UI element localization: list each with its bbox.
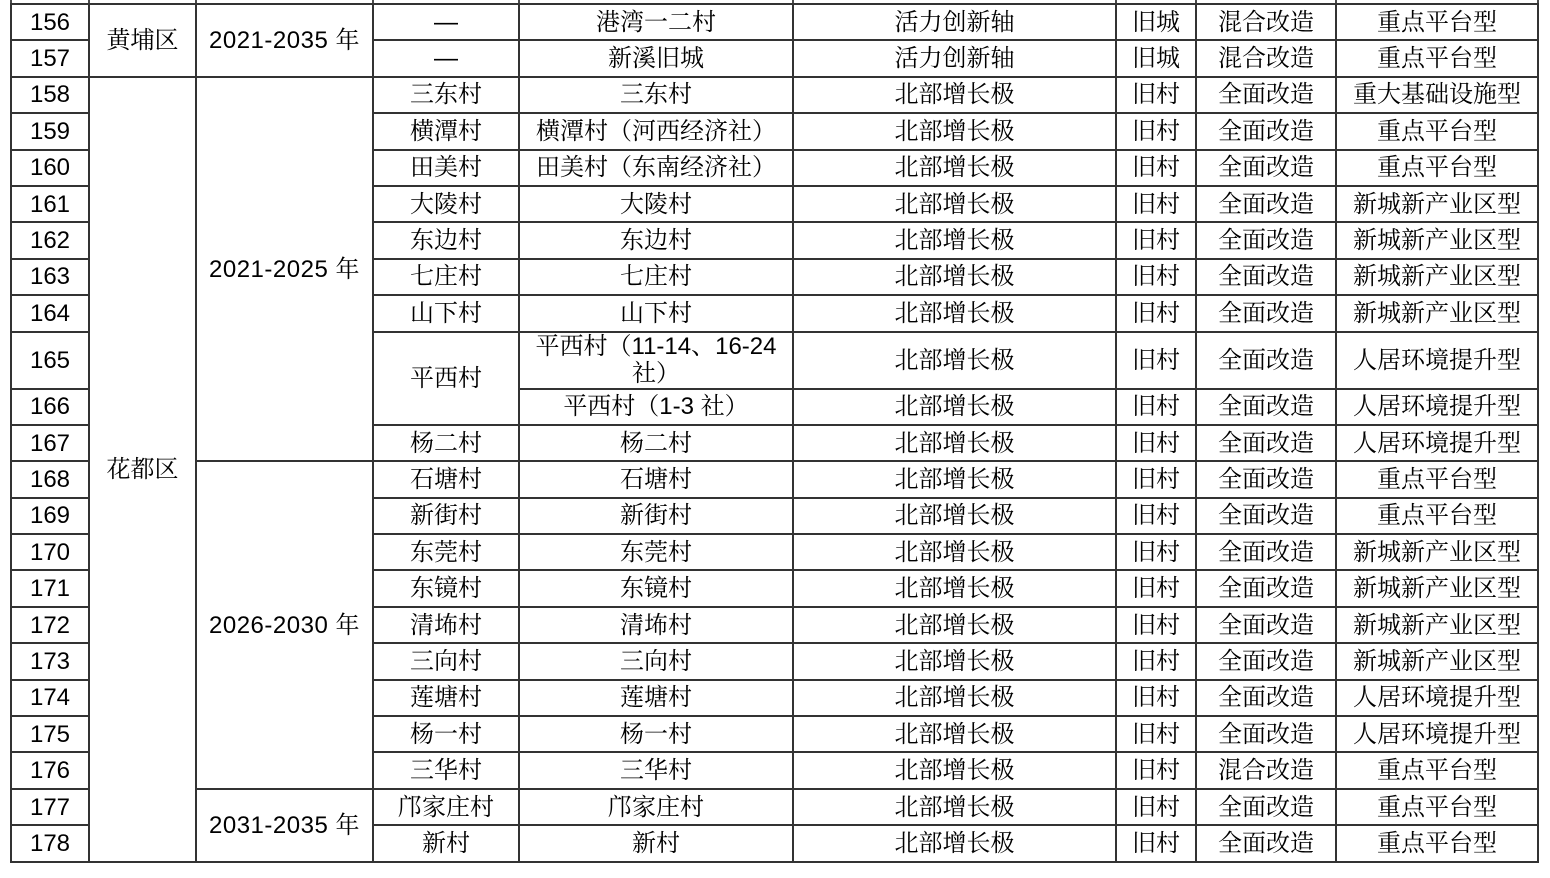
cell-object-type: 旧村: [1116, 752, 1196, 788]
cell-object-type: 旧村: [1116, 295, 1196, 331]
cell-village-detail: 田美村（东南经济社）: [519, 150, 793, 186]
cell-renovation-mode: 混合改造: [1196, 752, 1336, 788]
cell-village-detail: 平西村（11-14、16-24 社）: [519, 332, 793, 389]
cell-renovation-mode: 全面改造: [1196, 186, 1336, 222]
cell-renovation-mode: 全面改造: [1196, 498, 1336, 534]
cell-village-detail: 杨二村: [519, 425, 793, 461]
cell-object-type: 旧村: [1116, 825, 1196, 861]
cell-row-number: 178: [11, 825, 89, 861]
cell-row-number: 175: [11, 716, 89, 752]
cell-object-type: 旧村: [1116, 643, 1196, 679]
cell-spatial-axis: 北部增长极: [793, 77, 1116, 113]
cell-row-number: 162: [11, 222, 89, 258]
cell-village-detail: 石塘村: [519, 461, 793, 497]
cell-village-name: 东边村: [373, 222, 519, 258]
cell-row-number: 168: [11, 461, 89, 497]
cell-spatial-axis: 北部增长极: [793, 150, 1116, 186]
cell-renovation-mode: 全面改造: [1196, 222, 1336, 258]
cell-renovation-mode: 全面改造: [1196, 825, 1336, 861]
cell-village-name: 新街村: [373, 498, 519, 534]
cell-village-name: 新村: [373, 825, 519, 861]
cell-village-detail: 港湾一二村: [519, 4, 793, 40]
cell-spatial-axis: 活力创新轴: [793, 4, 1116, 40]
cell-object-type: 旧村: [1116, 461, 1196, 497]
cell-spatial-axis: 北部增长极: [793, 332, 1116, 389]
cell-object-type: 旧村: [1116, 332, 1196, 389]
cell-planning-period: 2021-2035 年: [196, 4, 373, 77]
cell-village-name: —: [373, 4, 519, 40]
cell-spatial-axis: 北部增长极: [793, 186, 1116, 222]
cell-spatial-axis: 北部增长极: [793, 222, 1116, 258]
cell-renovation-mode: 全面改造: [1196, 680, 1336, 716]
cell-renovation-mode: 全面改造: [1196, 534, 1336, 570]
cell-category-type: 重点平台型: [1336, 113, 1538, 149]
cell-row-number: 167: [11, 425, 89, 461]
cell-village-name: 平西村: [373, 332, 519, 425]
cell-renovation-mode: 全面改造: [1196, 789, 1336, 825]
cell-spatial-axis: 北部增长极: [793, 570, 1116, 606]
cell-object-type: 旧村: [1116, 570, 1196, 606]
cell-row-number: 157: [11, 40, 89, 76]
cell-category-type: 新城新产业区型: [1336, 295, 1538, 331]
cell-category-type: 人居环境提升型: [1336, 332, 1538, 389]
cell-object-type: 旧村: [1116, 716, 1196, 752]
cell-row-number: 163: [11, 259, 89, 295]
cell-village-name: 石塘村: [373, 461, 519, 497]
cell-village-name: 三东村: [373, 77, 519, 113]
cell-village-detail: 莲塘村: [519, 680, 793, 716]
cell-category-type: 新城新产业区型: [1336, 643, 1538, 679]
cell-district: 黄埔区: [89, 4, 196, 77]
cell-row-number: 164: [11, 295, 89, 331]
cell-row-number: 172: [11, 607, 89, 643]
cell-spatial-axis: 北部增长极: [793, 425, 1116, 461]
cell-village-name: 三华村: [373, 752, 519, 788]
cell-renovation-mode: 全面改造: [1196, 295, 1336, 331]
cell-village-name: —: [373, 40, 519, 76]
cell-planning-period: 2031-2035 年: [196, 789, 373, 862]
cell-spatial-axis: 北部增长极: [793, 825, 1116, 861]
cell-spatial-axis: 北部增长极: [793, 680, 1116, 716]
cell-renovation-mode: 全面改造: [1196, 113, 1336, 149]
cell-row-number: 156: [11, 4, 89, 40]
cell-village-name: 邝家庄村: [373, 789, 519, 825]
cell-renovation-mode: 全面改造: [1196, 77, 1336, 113]
cell-village-detail: 东镜村: [519, 570, 793, 606]
cell-renovation-mode: 混合改造: [1196, 4, 1336, 40]
cell-row-number: 177: [11, 789, 89, 825]
cell-village-name: 七庄村: [373, 259, 519, 295]
cell-row-number: 171: [11, 570, 89, 606]
cell-renovation-mode: 全面改造: [1196, 716, 1336, 752]
cell-village-detail: 山下村: [519, 295, 793, 331]
cell-village-detail: 三华村: [519, 752, 793, 788]
cell-object-type: 旧村: [1116, 222, 1196, 258]
cell-spatial-axis: 北部增长极: [793, 259, 1116, 295]
cell-village-name: 莲塘村: [373, 680, 519, 716]
cell-object-type: 旧村: [1116, 186, 1196, 222]
cell-village-detail: 横潭村（河西经济社）: [519, 113, 793, 149]
cell-renovation-mode: 全面改造: [1196, 150, 1336, 186]
cell-object-type: 旧村: [1116, 680, 1196, 716]
cell-district: 花都区: [89, 77, 196, 862]
cell-category-type: 重点平台型: [1336, 40, 1538, 76]
cell-village-detail: 杨一村: [519, 716, 793, 752]
cell-category-type: 重点平台型: [1336, 789, 1538, 825]
cell-row-number: 176: [11, 752, 89, 788]
cell-renovation-mode: 全面改造: [1196, 570, 1336, 606]
cell-category-type: 人居环境提升型: [1336, 389, 1538, 425]
table-row: [11, 789, 1538, 825]
cell-spatial-axis: 北部增长极: [793, 295, 1116, 331]
cell-category-type: 人居环境提升型: [1336, 425, 1538, 461]
cell-spatial-axis: 北部增长极: [793, 643, 1116, 679]
cell-spatial-axis: 北部增长极: [793, 716, 1116, 752]
table-body: [11, 4, 1538, 862]
cell-category-type: 新城新产业区型: [1336, 222, 1538, 258]
cell-row-number: 173: [11, 643, 89, 679]
cell-row-number: 161: [11, 186, 89, 222]
cell-row-number: 158: [11, 77, 89, 113]
cell-category-type: 新城新产业区型: [1336, 534, 1538, 570]
cell-row-number: 169: [11, 498, 89, 534]
table-row: [11, 4, 1538, 40]
cell-village-name: 三向村: [373, 643, 519, 679]
cell-spatial-axis: 北部增长极: [793, 113, 1116, 149]
cell-village-name: 东莞村: [373, 534, 519, 570]
cell-village-detail: 东边村: [519, 222, 793, 258]
cell-village-name: 田美村: [373, 150, 519, 186]
cell-category-type: 重点平台型: [1336, 461, 1538, 497]
cell-village-detail: 邝家庄村: [519, 789, 793, 825]
cell-village-detail: 清㘵村: [519, 607, 793, 643]
cell-category-type: 重点平台型: [1336, 752, 1538, 788]
cell-row-number: 170: [11, 534, 89, 570]
cell-row-number: 160: [11, 150, 89, 186]
cell-category-type: 重点平台型: [1336, 498, 1538, 534]
cell-object-type: 旧村: [1116, 389, 1196, 425]
table-row: [11, 461, 1538, 497]
cell-village-detail: 七庄村: [519, 259, 793, 295]
table-row: [11, 77, 1538, 113]
cell-object-type: 旧村: [1116, 498, 1196, 534]
cell-category-type: 新城新产业区型: [1336, 259, 1538, 295]
cell-object-type: 旧村: [1116, 789, 1196, 825]
cell-category-type: 新城新产业区型: [1336, 607, 1538, 643]
cell-category-type: 重点平台型: [1336, 4, 1538, 40]
cell-renovation-mode: 全面改造: [1196, 607, 1336, 643]
cell-village-name: 横潭村: [373, 113, 519, 149]
cell-object-type: 旧村: [1116, 425, 1196, 461]
cell-category-type: 新城新产业区型: [1336, 186, 1538, 222]
cell-object-type: 旧村: [1116, 113, 1196, 149]
cell-renovation-mode: 全面改造: [1196, 425, 1336, 461]
cell-object-type: 旧城: [1116, 4, 1196, 40]
cell-renovation-mode: 全面改造: [1196, 461, 1336, 497]
cell-village-name: 杨二村: [373, 425, 519, 461]
cell-spatial-axis: 活力创新轴: [793, 40, 1116, 76]
cell-village-detail: 平西村（1-3 社）: [519, 389, 793, 425]
cell-spatial-axis: 北部增长极: [793, 789, 1116, 825]
cell-village-detail: 大陵村: [519, 186, 793, 222]
cell-village-name: 山下村: [373, 295, 519, 331]
cell-spatial-axis: 北部增长极: [793, 389, 1116, 425]
cell-category-type: 重点平台型: [1336, 150, 1538, 186]
cell-village-detail: 三东村: [519, 77, 793, 113]
cell-village-name: 东镜村: [373, 570, 519, 606]
cell-village-detail: 东莞村: [519, 534, 793, 570]
cell-category-type: 人居环境提升型: [1336, 680, 1538, 716]
cell-renovation-mode: 全面改造: [1196, 259, 1336, 295]
cell-spatial-axis: 北部增长极: [793, 752, 1116, 788]
cell-category-type: 新城新产业区型: [1336, 570, 1538, 606]
cell-row-number: 159: [11, 113, 89, 149]
cell-village-detail: 新村: [519, 825, 793, 861]
cell-object-type: 旧城: [1116, 40, 1196, 76]
cell-object-type: 旧村: [1116, 77, 1196, 113]
cell-category-type: 重点平台型: [1336, 825, 1538, 861]
cell-row-number: 165: [11, 332, 89, 389]
cell-category-type: 人居环境提升型: [1336, 716, 1538, 752]
cell-row-number: 166: [11, 389, 89, 425]
cell-village-detail: 新溪旧城: [519, 40, 793, 76]
cell-renovation-mode: 全面改造: [1196, 643, 1336, 679]
cell-renovation-mode: 混合改造: [1196, 40, 1336, 76]
cell-category-type: 重大基础设施型: [1336, 77, 1538, 113]
cell-planning-period: 2026-2030 年: [196, 461, 373, 789]
cell-spatial-axis: 北部增长极: [793, 461, 1116, 497]
cell-village-name: 清㘵村: [373, 607, 519, 643]
renovation-plan-table: [10, 3, 1539, 863]
cell-renovation-mode: 全面改造: [1196, 389, 1336, 425]
cell-village-detail: 新街村: [519, 498, 793, 534]
cell-row-number: 174: [11, 680, 89, 716]
cell-village-name: 杨一村: [373, 716, 519, 752]
cell-planning-period: 2021-2025 年: [196, 77, 373, 462]
cell-spatial-axis: 北部增长极: [793, 607, 1116, 643]
cell-object-type: 旧村: [1116, 534, 1196, 570]
cell-spatial-axis: 北部增长极: [793, 534, 1116, 570]
cell-village-detail: 三向村: [519, 643, 793, 679]
cell-object-type: 旧村: [1116, 150, 1196, 186]
cell-village-name: 大陵村: [373, 186, 519, 222]
cell-object-type: 旧村: [1116, 259, 1196, 295]
cell-renovation-mode: 全面改造: [1196, 332, 1336, 389]
cell-spatial-axis: 北部增长极: [793, 498, 1116, 534]
cell-object-type: 旧村: [1116, 607, 1196, 643]
